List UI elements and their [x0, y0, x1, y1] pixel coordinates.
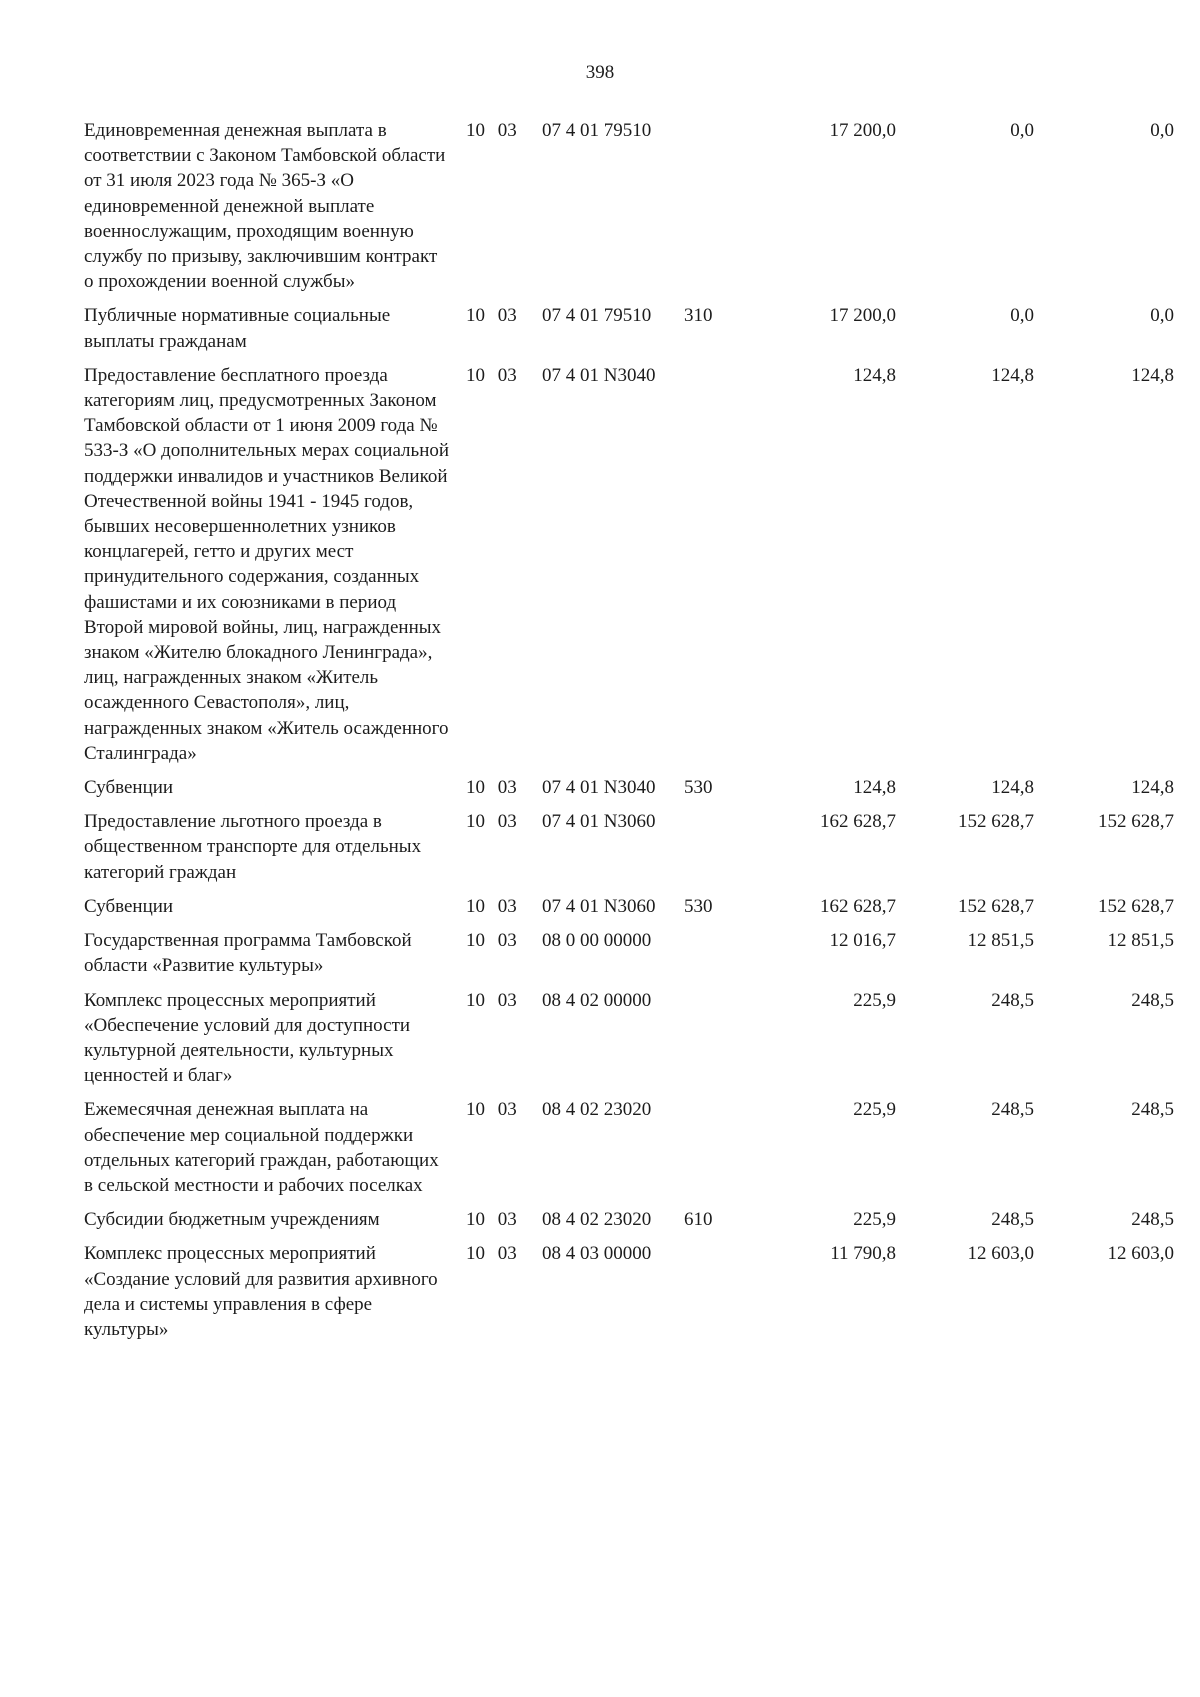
row-amount-year-2: 124,8 [991, 777, 1034, 799]
row-name: Государственная программа Тамбовской области «Развитие культуры» [84, 930, 412, 977]
row-amount-year-3: 124,8 [1131, 364, 1174, 386]
row-amount-year-1: 225,9 [853, 1099, 896, 1121]
row-target-code: 07 4 01 N3040 [542, 777, 656, 799]
row-amount-year-2: 12 603,0 [967, 1243, 1034, 1265]
row-amount-year-1: 12 016,7 [829, 930, 896, 952]
table-row [84, 1207, 1174, 1241]
row-name: Субвенции [84, 777, 174, 799]
row-expense-type [682, 1097, 744, 1207]
table-row [84, 775, 1174, 809]
row-amount-year-1: 162 628,7 [820, 895, 896, 917]
table-row [84, 894, 1174, 928]
row-section-code: 10 03 [466, 1243, 517, 1265]
row-amount-year-1: 225,9 [853, 989, 896, 1011]
row-expense-type: 530 [684, 895, 713, 917]
row-amount-year-1: 17 200,0 [829, 305, 896, 327]
row-target-code: 08 4 02 00000 [542, 989, 652, 1011]
row-amount-year-3: 152 628,7 [1098, 895, 1174, 917]
row-target-code: 08 0 00 00000 [542, 930, 652, 952]
row-name: Предоставление бесплатного проезда категориям лиц, предусмотренных Законом Тамбовской области от 1 июня 2009 года № 533-З «О дополнительных мерах социальной поддержки инвалидов и участников Великой Отечественной войны 1941 - 1945 годов, бывших несовершеннолетних узников концлагерей, гетто и других мест принудительного содержания, созданных фашистами и их союзниками в период Второй мировой войны, лиц, награжденных знаком «Жителю блокадного Ленинграда», лиц, награжденных знаком «Житель осажденного Севастополя», лиц, награжденных знаком «Житель осажденного Сталинграда» [84, 364, 450, 764]
row-amount-year-1: 17 200,0 [829, 120, 896, 141]
table-row [84, 988, 1174, 1098]
row-amount-year-3: 248,5 [1131, 989, 1174, 1011]
row-amount-year-2: 0,0 [1010, 120, 1034, 141]
row-name: Единовременная денежная выплата в соответствии с Законом Тамбовской области от 31 июля 2023 года № 365-З «О единовременной денежной выплате военнослужащим, проходящим военную службу по призыву, заключившим контракт о прохождении военной службы» [84, 120, 446, 293]
table-row [84, 1241, 1174, 1351]
table-row [84, 1097, 1174, 1207]
row-amount-year-1: 225,9 [853, 1209, 896, 1231]
row-section-code: 10 03 [466, 1209, 517, 1231]
budget-table [84, 118, 1174, 1351]
row-target-code: 08 4 02 23020 [542, 1099, 652, 1121]
row-amount-year-1: 124,8 [853, 364, 896, 386]
row-expense-type: 610 [684, 1209, 713, 1231]
row-amount-year-2: 248,5 [991, 1099, 1034, 1121]
row-target-code: 08 4 03 00000 [542, 1243, 652, 1265]
row-target-code: 07 4 01 N3060 [542, 811, 656, 833]
row-section-code: 10 03 [466, 989, 517, 1011]
row-name: Публичные нормативные социальные выплаты гражданам [84, 305, 391, 352]
row-section-code: 10 03 [466, 120, 517, 141]
row-expense-type [682, 118, 744, 303]
table-row [84, 118, 1174, 303]
table-row [84, 809, 1174, 894]
row-amount-year-1: 124,8 [853, 777, 896, 799]
row-expense-type [682, 988, 744, 1098]
row-amount-year-2: 12 851,5 [967, 930, 1034, 952]
row-amount-year-2: 152 628,7 [958, 895, 1034, 917]
row-amount-year-3: 12 603,0 [1107, 1243, 1174, 1265]
row-amount-year-3: 248,5 [1131, 1209, 1174, 1231]
row-amount-year-3: 248,5 [1131, 1099, 1174, 1121]
row-name: Ежемесячная денежная выплата на обеспечение мер социальной поддержки отдельных категорий граждан, работающих в сельской местности и рабочих поселках [84, 1099, 439, 1196]
row-amount-year-3: 0,0 [1150, 120, 1174, 141]
row-section-code: 10 03 [466, 305, 517, 327]
row-amount-year-1: 162 628,7 [820, 811, 896, 833]
row-expense-type: 530 [684, 777, 713, 799]
row-amount-year-2: 248,5 [991, 989, 1034, 1011]
page-number: 398 [585, 62, 615, 83]
row-amount-year-2: 152 628,7 [958, 811, 1034, 833]
row-amount-year-3: 0,0 [1150, 305, 1174, 327]
row-name: Предоставление льготного проезда в общественном транспорте для отдельных категорий граждан [84, 811, 422, 883]
row-expense-type: 310 [684, 305, 713, 327]
row-name: Комплекс процессных мероприятий «Создание условий для развития архивного дела и системы управления в сфере культуры» [84, 1243, 438, 1340]
row-section-code: 10 03 [466, 364, 517, 386]
row-expense-type [682, 928, 744, 987]
row-section-code: 10 03 [466, 930, 517, 952]
row-expense-type [682, 809, 744, 894]
row-amount-year-3: 12 851,5 [1107, 930, 1174, 952]
row-section-code: 10 03 [466, 1099, 517, 1121]
row-expense-type [682, 1241, 744, 1351]
table-row [84, 303, 1174, 362]
row-amount-year-3: 152 628,7 [1098, 811, 1174, 833]
row-amount-year-3: 124,8 [1131, 777, 1174, 799]
row-target-code: 08 4 02 23020 [542, 1209, 652, 1231]
row-amount-year-2: 0,0 [1010, 305, 1034, 327]
row-target-code: 07 4 01 79510 [542, 120, 652, 141]
row-amount-year-1: 11 790,8 [830, 1243, 896, 1265]
row-target-code: 07 4 01 N3040 [542, 364, 656, 386]
row-section-code: 10 03 [466, 777, 517, 799]
row-section-code: 10 03 [466, 811, 517, 833]
table-row [84, 363, 1174, 775]
table-row [84, 928, 1174, 987]
row-name: Субвенции [84, 895, 174, 917]
row-expense-type [682, 363, 744, 775]
row-target-code: 07 4 01 79510 [542, 305, 652, 327]
row-name: Субсидии бюджетным учреждениям [84, 1209, 380, 1231]
row-amount-year-2: 248,5 [991, 1209, 1034, 1231]
row-section-code: 10 03 [466, 895, 517, 917]
row-name: Комплекс процессных мероприятий «Обеспечение условий для доступности культурной деятельности, культурных ценностей и благ» [84, 989, 411, 1087]
row-amount-year-2: 124,8 [991, 364, 1034, 386]
row-target-code: 07 4 01 N3060 [542, 895, 656, 917]
